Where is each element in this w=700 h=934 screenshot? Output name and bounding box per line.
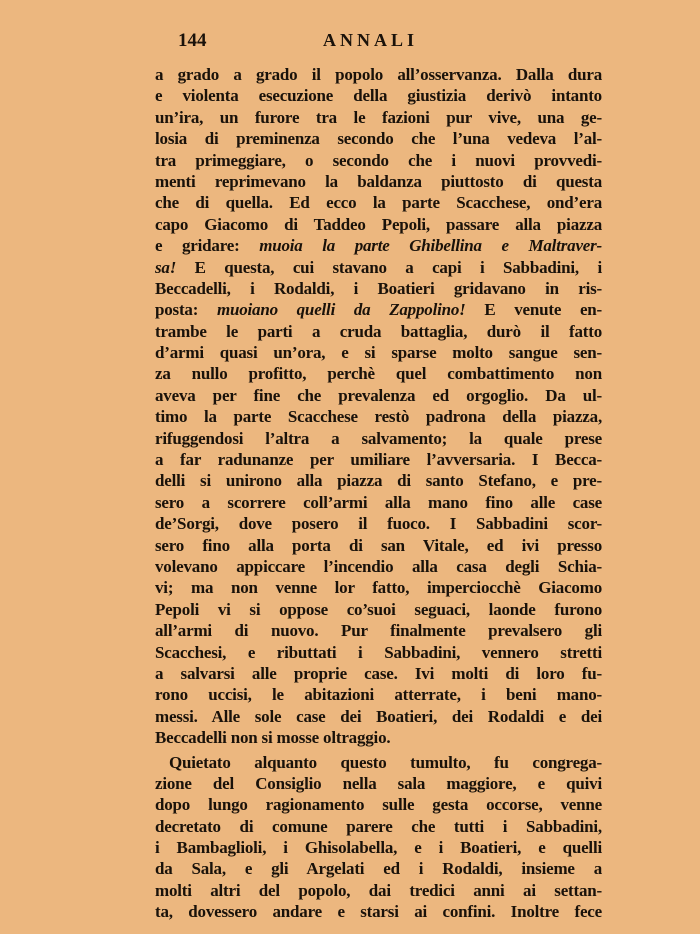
- text-segment: vi; ma non venne lor fatto, imperciocchè Giacomo: [155, 578, 602, 598]
- text-segment: e gridare:: [155, 236, 260, 256]
- text-segment: volevano appiccare l’incendio alla casa degli Schia-: [155, 556, 602, 576]
- text-line: [155, 321, 602, 342]
- text-line: [155, 642, 602, 663]
- text-line: [155, 663, 602, 684]
- text-segment: posta:: [155, 300, 217, 320]
- text-segment: tra primeggiare, o secondo che i nuovi provvedi-: [155, 150, 602, 170]
- text-line: [155, 107, 602, 128]
- text-segment: all’armi di nuovo. Pur finalmente prevalsero gli: [155, 621, 602, 641]
- text-segment: ta, dovessero andare e starsi ai confini. Inoltre fece: [155, 902, 602, 922]
- text-segment: zione del Consiglio nella sala maggiore, e quivi: [155, 773, 602, 793]
- text-line: [155, 299, 602, 320]
- text-segment: a far radunanze per umiliare l’avversaria. I Becca-: [155, 450, 602, 470]
- text-line: [155, 64, 602, 85]
- paragraph: [155, 752, 602, 923]
- text-segment: rifuggendosi l’altra a salvamento; la quale prese: [155, 428, 602, 448]
- text-segment: Scacchesi, e ributtati i Sabbadini, vennero stretti: [155, 642, 602, 662]
- text-line: [155, 235, 602, 256]
- text-segment: messi. Alle sole case dei Boatieri, dei Rodaldi e dei: [155, 706, 602, 726]
- text-segment: aveva per fine che prevalenza ed orgoglio. Da ul-: [155, 385, 602, 405]
- text-segment: e violenta esecuzione della giustizia derivò intanto: [155, 86, 602, 106]
- text-line: [155, 773, 602, 794]
- text-segment: a grado a grado il popolo all’osservanza. Dalla dura: [155, 65, 602, 84]
- text-line: [155, 794, 602, 815]
- text-segment: decretato di comune parere che tutti i Sabbadini,: [155, 816, 602, 836]
- paragraph: [155, 64, 602, 749]
- text-line: [155, 706, 602, 727]
- text-line: [155, 513, 602, 534]
- text-line: [155, 816, 602, 837]
- text-segment: i Bambaglioli, i Ghisolabella, e i Boatieri, e quelli: [155, 838, 602, 858]
- text-segment: losia di preminenza secondo che l’una vedeva l’al-: [155, 129, 602, 149]
- text-line: [155, 727, 602, 748]
- text-line: [155, 901, 602, 922]
- text-segment: molti altri del popolo, dai tredici anni ai settan-: [155, 880, 602, 900]
- text-line: [155, 620, 602, 641]
- text-segment: E questa, cui stavano a capi i Sabbadini, i: [176, 257, 602, 277]
- text-line: [155, 192, 602, 213]
- running-head: [178, 30, 458, 56]
- text-line: [155, 428, 602, 449]
- text-segment: rono uccisi, le abitazioni atterrate, i beni mano-: [155, 685, 602, 705]
- text-segment: d’armi quasi un’ora, e si sparse molto sangue sen-: [155, 343, 602, 363]
- text-line: [155, 363, 602, 384]
- text-line: [155, 535, 602, 556]
- text-line: [155, 385, 602, 406]
- italic-text: muoia la parte Ghibellina e Maltraver-: [259, 236, 602, 256]
- text-segment: menti reprimevano la baldanza piuttosto di questa: [155, 171, 602, 191]
- text-segment: delli si unirono alla piazza di santo Stefano, e pre-: [155, 471, 602, 491]
- text-segment: sero a scorrere coll’armi alla mano fino alle case: [155, 492, 602, 512]
- text-line: [155, 880, 602, 901]
- text-line: [155, 470, 602, 491]
- text-line: [155, 128, 602, 149]
- text-segment: trambe le parti a cruda battaglia, durò il fatto: [155, 321, 602, 341]
- text-line: [155, 214, 602, 235]
- text-line: [155, 85, 602, 106]
- text-segment: timo la parte Scacchese restò padrona della piazza,: [155, 407, 602, 427]
- text-segment: a salvarsi alle proprie case. Ivi molti di loro fu-: [155, 663, 602, 683]
- text-segment: che di quella. Ed ecco la parte Scacchese, ond’era: [155, 193, 602, 213]
- text-line: [155, 556, 602, 577]
- italic-text: muoiano quelli da Zappolino!: [216, 300, 466, 320]
- body-text: [155, 64, 602, 923]
- text-line: [155, 684, 602, 705]
- text-segment: Quietato alquanto questo tumulto, fu congrega-: [169, 752, 602, 772]
- text-line: [155, 257, 602, 278]
- text-segment: da Sala, e gli Argelati ed i Rodaldi, insieme a: [155, 859, 602, 879]
- text-segment: de’Sorgi, dove posero il fuoco. I Sabbadini scor-: [155, 514, 602, 534]
- text-segment: sero fino alla porta di san Vitale, ed ivi presso: [155, 535, 602, 555]
- text-segment: Beccadelli non si mosse oltraggio.: [155, 728, 391, 748]
- text-line: [155, 858, 602, 879]
- text-segment: Beccadelli, i Rodaldi, i Boatieri gridavano in ris-: [155, 278, 602, 298]
- text-line: [155, 577, 602, 598]
- text-line: [155, 171, 602, 192]
- text-line: [155, 492, 602, 513]
- text-line: [155, 406, 602, 427]
- text-line: [155, 449, 602, 470]
- text-line: [155, 752, 602, 773]
- running-title: ANNALI: [323, 30, 419, 50]
- text-segment: E venute en-: [465, 300, 602, 320]
- text-segment: capo Giacomo di Taddeo Pepoli, passare alla piazza: [155, 214, 602, 234]
- text-line: [155, 150, 602, 171]
- text-line: [155, 342, 602, 363]
- text-segment: za nullo profitto, perchè quel combattimento non: [155, 364, 602, 384]
- page-number: 144: [178, 30, 207, 51]
- italic-text: sa!: [155, 257, 177, 277]
- text-segment: un’ira, un furore tra le fazioni pur vive, una ge-: [155, 107, 602, 127]
- text-line: [155, 278, 602, 299]
- text-segment: dopo lungo ragionamento sulle gesta occorse, venne: [155, 795, 602, 815]
- text-line: [155, 599, 602, 620]
- text-segment: Pepoli vi si oppose co’suoi seguaci, laonde furono: [155, 599, 602, 619]
- text-line: [155, 837, 602, 858]
